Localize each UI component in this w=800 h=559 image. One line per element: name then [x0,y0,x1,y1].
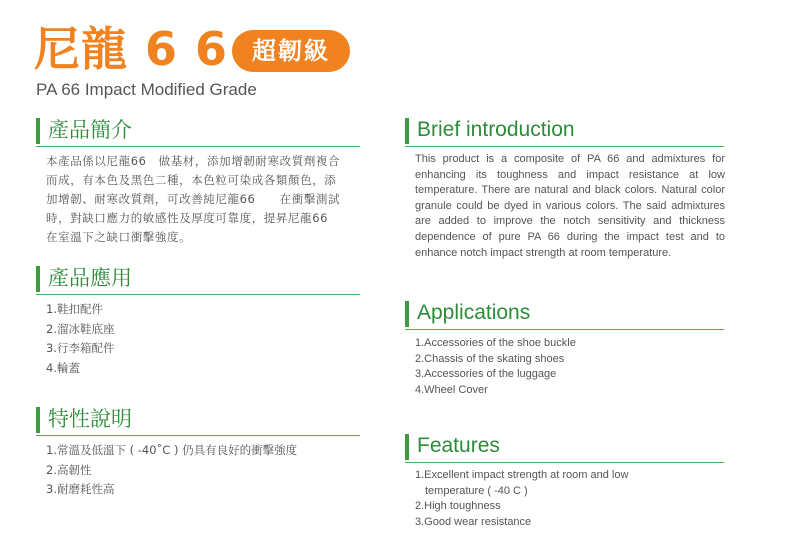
intro-line: 而成，有本色及黑色二種，本色粒可染成各類顏色，添 [46,173,337,187]
section-heading-intro-zh [36,116,360,147]
heading-accent-bar [36,118,40,144]
list-item: 1.Excellent impact strength at room and low [415,469,629,481]
page-title: 尼龍 6 6 [34,22,229,76]
list-item: 1.常溫及低溫下 ( -40˚C ) 仍具有良好的衝擊強度 [46,443,298,457]
list-item: 3.Accessories of the luggage [415,368,557,380]
heading-accent-bar [405,301,409,327]
features-list-en [415,468,628,530]
heading-text: Applications [417,301,531,324]
heading-text: 特性說明 [48,407,132,431]
page-subtitle: PA 66 Impact Modified Grade [36,80,257,99]
heading-text: Features [417,434,500,457]
list-item: 1.Accessories of the shoe buckle [415,337,576,349]
heading-accent-bar [36,407,40,433]
intro-paragraph-zh [46,152,376,247]
list-item-continuation: temperature ( -40 C ) [425,484,528,497]
list-item: 3.耐磨耗性高 [46,482,115,496]
list-item: 3.行李箱配件 [46,341,115,355]
list-item: 4.輪蓋 [46,360,80,375]
intro-line: 加增韌、耐寒改質劑，可改善純尼龍66 在衝擊測試 [46,192,341,206]
list-item: 2.高韌性 [46,462,92,477]
applications-list-zh [46,300,114,378]
intro-paragraph-en: This product is a composite of PA 66 and admixtures for enhancing its toughness and impact resistance at low temperature. There are natural and black colors. Natural color granule could be dyed in various colors. The said admixtures are added to improve the notch sensitivity and thickness dependence of pure PA 66 during the impact test and to enhance notch impact strength at room temperature. [415,153,725,259]
section-heading-features-en [405,432,724,463]
intro-line: 在室溫下之缺口衝擊強度。 [46,230,192,244]
list-item: 4.Wheel Cover [415,383,488,396]
section-heading-features-zh [36,405,360,436]
section-heading-applications-zh [36,264,360,295]
heading-text: 產品簡介 [48,118,132,142]
intro-line: 本產品係以尼龍66 做基材，添加增韌耐寒改質劑複合 [46,154,341,168]
heading-accent-bar [36,266,40,292]
heading-accent-bar [405,118,409,144]
features-list-zh [46,441,297,500]
section-heading-applications-en [405,299,724,330]
list-item: 2.Chassis of the skating shoes [415,352,565,365]
section-heading-intro-en [405,116,724,147]
list-item: 2.溜冰鞋底座 [46,321,115,336]
intro-line: 時，對缺口應力的敏感性及厚度可靠度，提昇尼龍66 [46,211,329,225]
applications-list-en [415,336,576,398]
heading-text: 產品應用 [48,266,132,290]
heading-text: Brief introduction [417,118,575,141]
heading-accent-bar [405,434,409,460]
grade-badge: 超韌級 [232,30,350,72]
list-item: 1.鞋扣配件 [46,302,103,316]
list-item: 2.High toughness [415,500,501,512]
list-item: 3.Good wear resistance [415,515,532,528]
